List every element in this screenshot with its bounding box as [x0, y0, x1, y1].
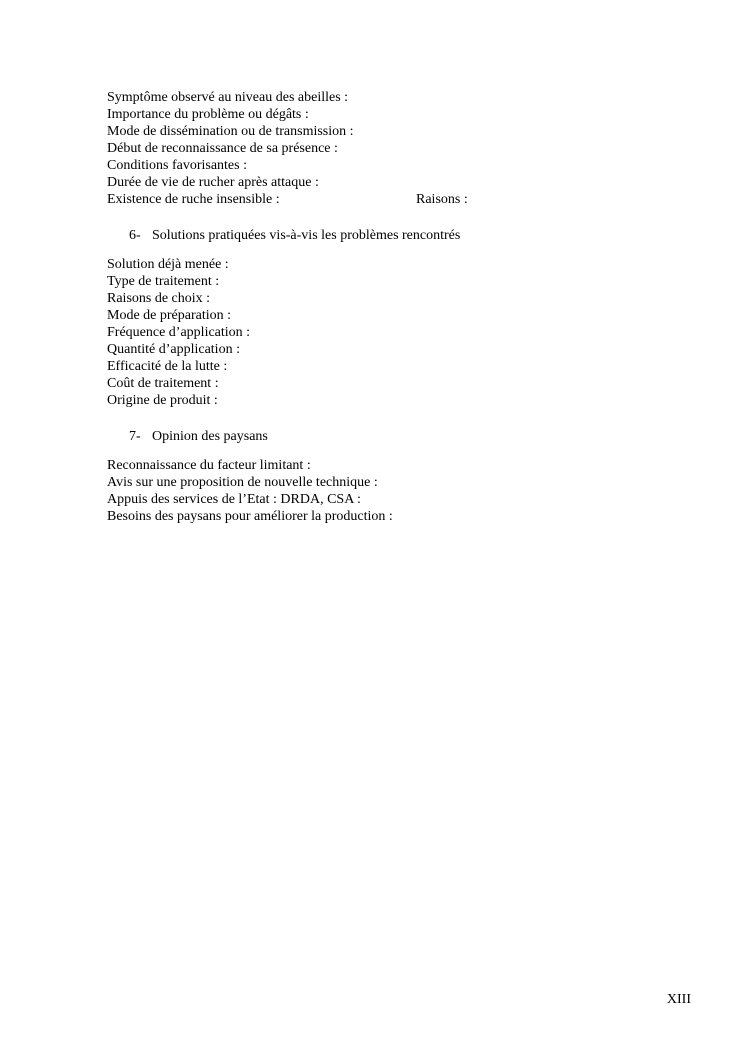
- field-insensitive-hive-label: Existence de ruche insensible :: [107, 192, 280, 207]
- farmers-opinion-fields: [107, 457, 667, 525]
- field-solution-conducted: Solution déjà menée :: [107, 257, 229, 272]
- section-7-number: 7-: [129, 429, 141, 444]
- field-treatment-type: Type de traitement :: [107, 274, 220, 289]
- field-application-quantity: Quantité d’application :: [107, 342, 240, 357]
- section-6-number: 6-: [129, 228, 141, 243]
- bee-symptoms-fields: [107, 89, 667, 208]
- field-problem-importance: Importance du problème ou dégâts :: [107, 107, 309, 122]
- field-limiting-factor: Reconnaissance du facteur limitant :: [107, 458, 311, 473]
- page-number: XIII: [666, 992, 691, 1007]
- field-application-frequency: Fréquence d’application :: [107, 325, 251, 340]
- field-product-origin: Origine de produit :: [107, 393, 218, 408]
- field-preparation-mode: Mode de préparation :: [107, 308, 232, 323]
- section-7-title: Opinion des paysans: [152, 429, 268, 444]
- field-symptom: Symptôme observé au niveau des abeilles :: [107, 90, 349, 105]
- section-6-heading: [129, 227, 460, 244]
- field-insensitive-hive: [107, 191, 667, 208]
- field-state-services-support: Appuis des services de l’Etat : DRDA, CSA :: [107, 492, 361, 507]
- field-new-technique-opinion: Avis sur une proposition de nouvelle technique :: [107, 475, 378, 490]
- field-apiary-lifespan: Durée de vie de rucher après attaque :: [107, 175, 319, 190]
- field-reasons-label: Raisons :: [416, 192, 468, 207]
- field-favoring-conditions: Conditions favorisantes :: [107, 158, 247, 173]
- field-recognition-start: Début de reconnaissance de sa présence :: [107, 141, 338, 156]
- field-transmission-mode: Mode de dissémination ou de transmission :: [107, 124, 354, 139]
- field-control-efficacy: Efficacité de la lutte :: [107, 359, 228, 374]
- solutions-fields: [107, 256, 667, 409]
- field-treatment-cost: Coût de traitement :: [107, 376, 219, 391]
- field-farmers-needs: Besoins des paysans pour améliorer la production :: [107, 509, 393, 524]
- section-7-heading: [129, 428, 268, 445]
- section-6-title: Solutions pratiquées vis-à-vis les problèmes rencontrés: [152, 228, 461, 243]
- field-choice-reasons: Raisons de choix :: [107, 291, 211, 306]
